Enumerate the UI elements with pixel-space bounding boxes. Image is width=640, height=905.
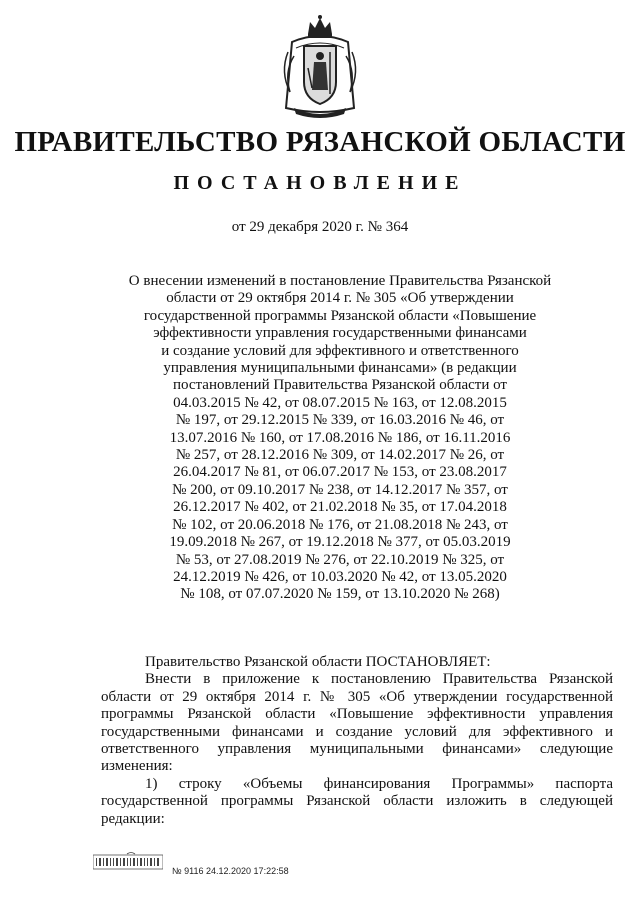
subject-line: № 108, от 07.07.2020 № 159, от 13.10.2020 № 268) (180, 586, 500, 603)
registration-mark: № 9116 24.12.2020 17:22:58 (172, 866, 289, 876)
coat-of-arms-emblem (278, 12, 362, 120)
paragraph-line: изменения: (101, 758, 173, 775)
barcode-stamp (93, 851, 163, 873)
paragraph-line: ответственного управления муниципальными финансами» следующие (101, 741, 613, 758)
subject-line: № 257, от 28.12.2016 № 309, от 14.02.2017 № 26, от (175, 447, 505, 464)
paragraph-line: 1) строку «Объемы финансирования Программы» паспорта (145, 775, 613, 792)
decree-body (101, 654, 613, 828)
paragraph-line: редакции: (101, 810, 165, 827)
subject-line: № 200, от 09.10.2017 № 238, от 14.12.2017 № 357, от (172, 481, 508, 498)
subject-line: 26.04.2017 № 81, от 06.07.2017 № 153, от 23.08.2017 (173, 464, 507, 481)
subject-line: О внесении изменений в постановление Правительства Рязанской (128, 273, 552, 289)
subject-line: и создание условий для эффективного и ответственного (161, 342, 519, 359)
subject-line: постановлений Правительства Рязанской области от (173, 377, 507, 394)
government-title: ПРАВИТЕЛЬСТВО РЯЗАНСКОЙ ОБЛАСТИ (14, 126, 626, 158)
decree-statement: Правительство Рязанской области ПОСТАНОВЛЯЕТ: (145, 654, 491, 670)
paragraph-line: программы Рязанской области «Повышение эффективности управления (101, 706, 613, 723)
document-type: ПОСТАНОВЛЕНИЕ (173, 172, 467, 194)
paragraph-line: Внести в приложение к постановлению Правительства Рязанской (145, 671, 613, 688)
paragraph-line: области от 29 октября 2014 г. № 305 «Об утверждении государственной (101, 688, 613, 705)
subject-line: управления муниципальными финансами» (в редакции (163, 360, 517, 377)
document-subject (120, 273, 560, 604)
subject-line: 24.12.2019 № 426, от 10.03.2020 № 42, от 13.05.2020 (173, 568, 507, 585)
subject-line: 04.03.2015 № 42, от 08.07.2015 № 163, от 12.08.2015 (173, 394, 507, 411)
subject-line: № 53, от 27.08.2019 № 276, от 22.10.2019 № 325, от (175, 551, 505, 568)
paragraph-line: государственной программы Рязанской области изложить в следующей (101, 793, 613, 810)
subject-line: области от 29 октября 2014 г. № 305 «Об утверждении (166, 290, 514, 307)
subject-line: государственной программы Рязанской области «Повышение (143, 307, 537, 324)
subject-line: эффективности управления государственными финансами (153, 325, 527, 342)
subject-line: № 102, от 20.06.2018 № 176, от 21.08.2018 № 243, от (172, 516, 508, 533)
subject-line: 26.12.2017 № 402, от 21.02.2018 № 35, от 17.04.2018 (173, 499, 507, 516)
document-date-number: от 29 декабря 2020 г. № 364 (231, 219, 409, 235)
subject-line: 13.07.2016 № 160, от 17.08.2016 № 186, от 16.11.2016 (169, 429, 511, 446)
subject-line: 19.09.2018 № 267, от 19.12.2018 № 377, от 05.03.2019 (169, 534, 511, 551)
paragraph-line: государственными финансами и создание условий для эффективного и (101, 723, 613, 740)
subject-line: № 197, от 29.12.2015 № 339, от 16.03.2016 № 46, от (175, 412, 505, 429)
